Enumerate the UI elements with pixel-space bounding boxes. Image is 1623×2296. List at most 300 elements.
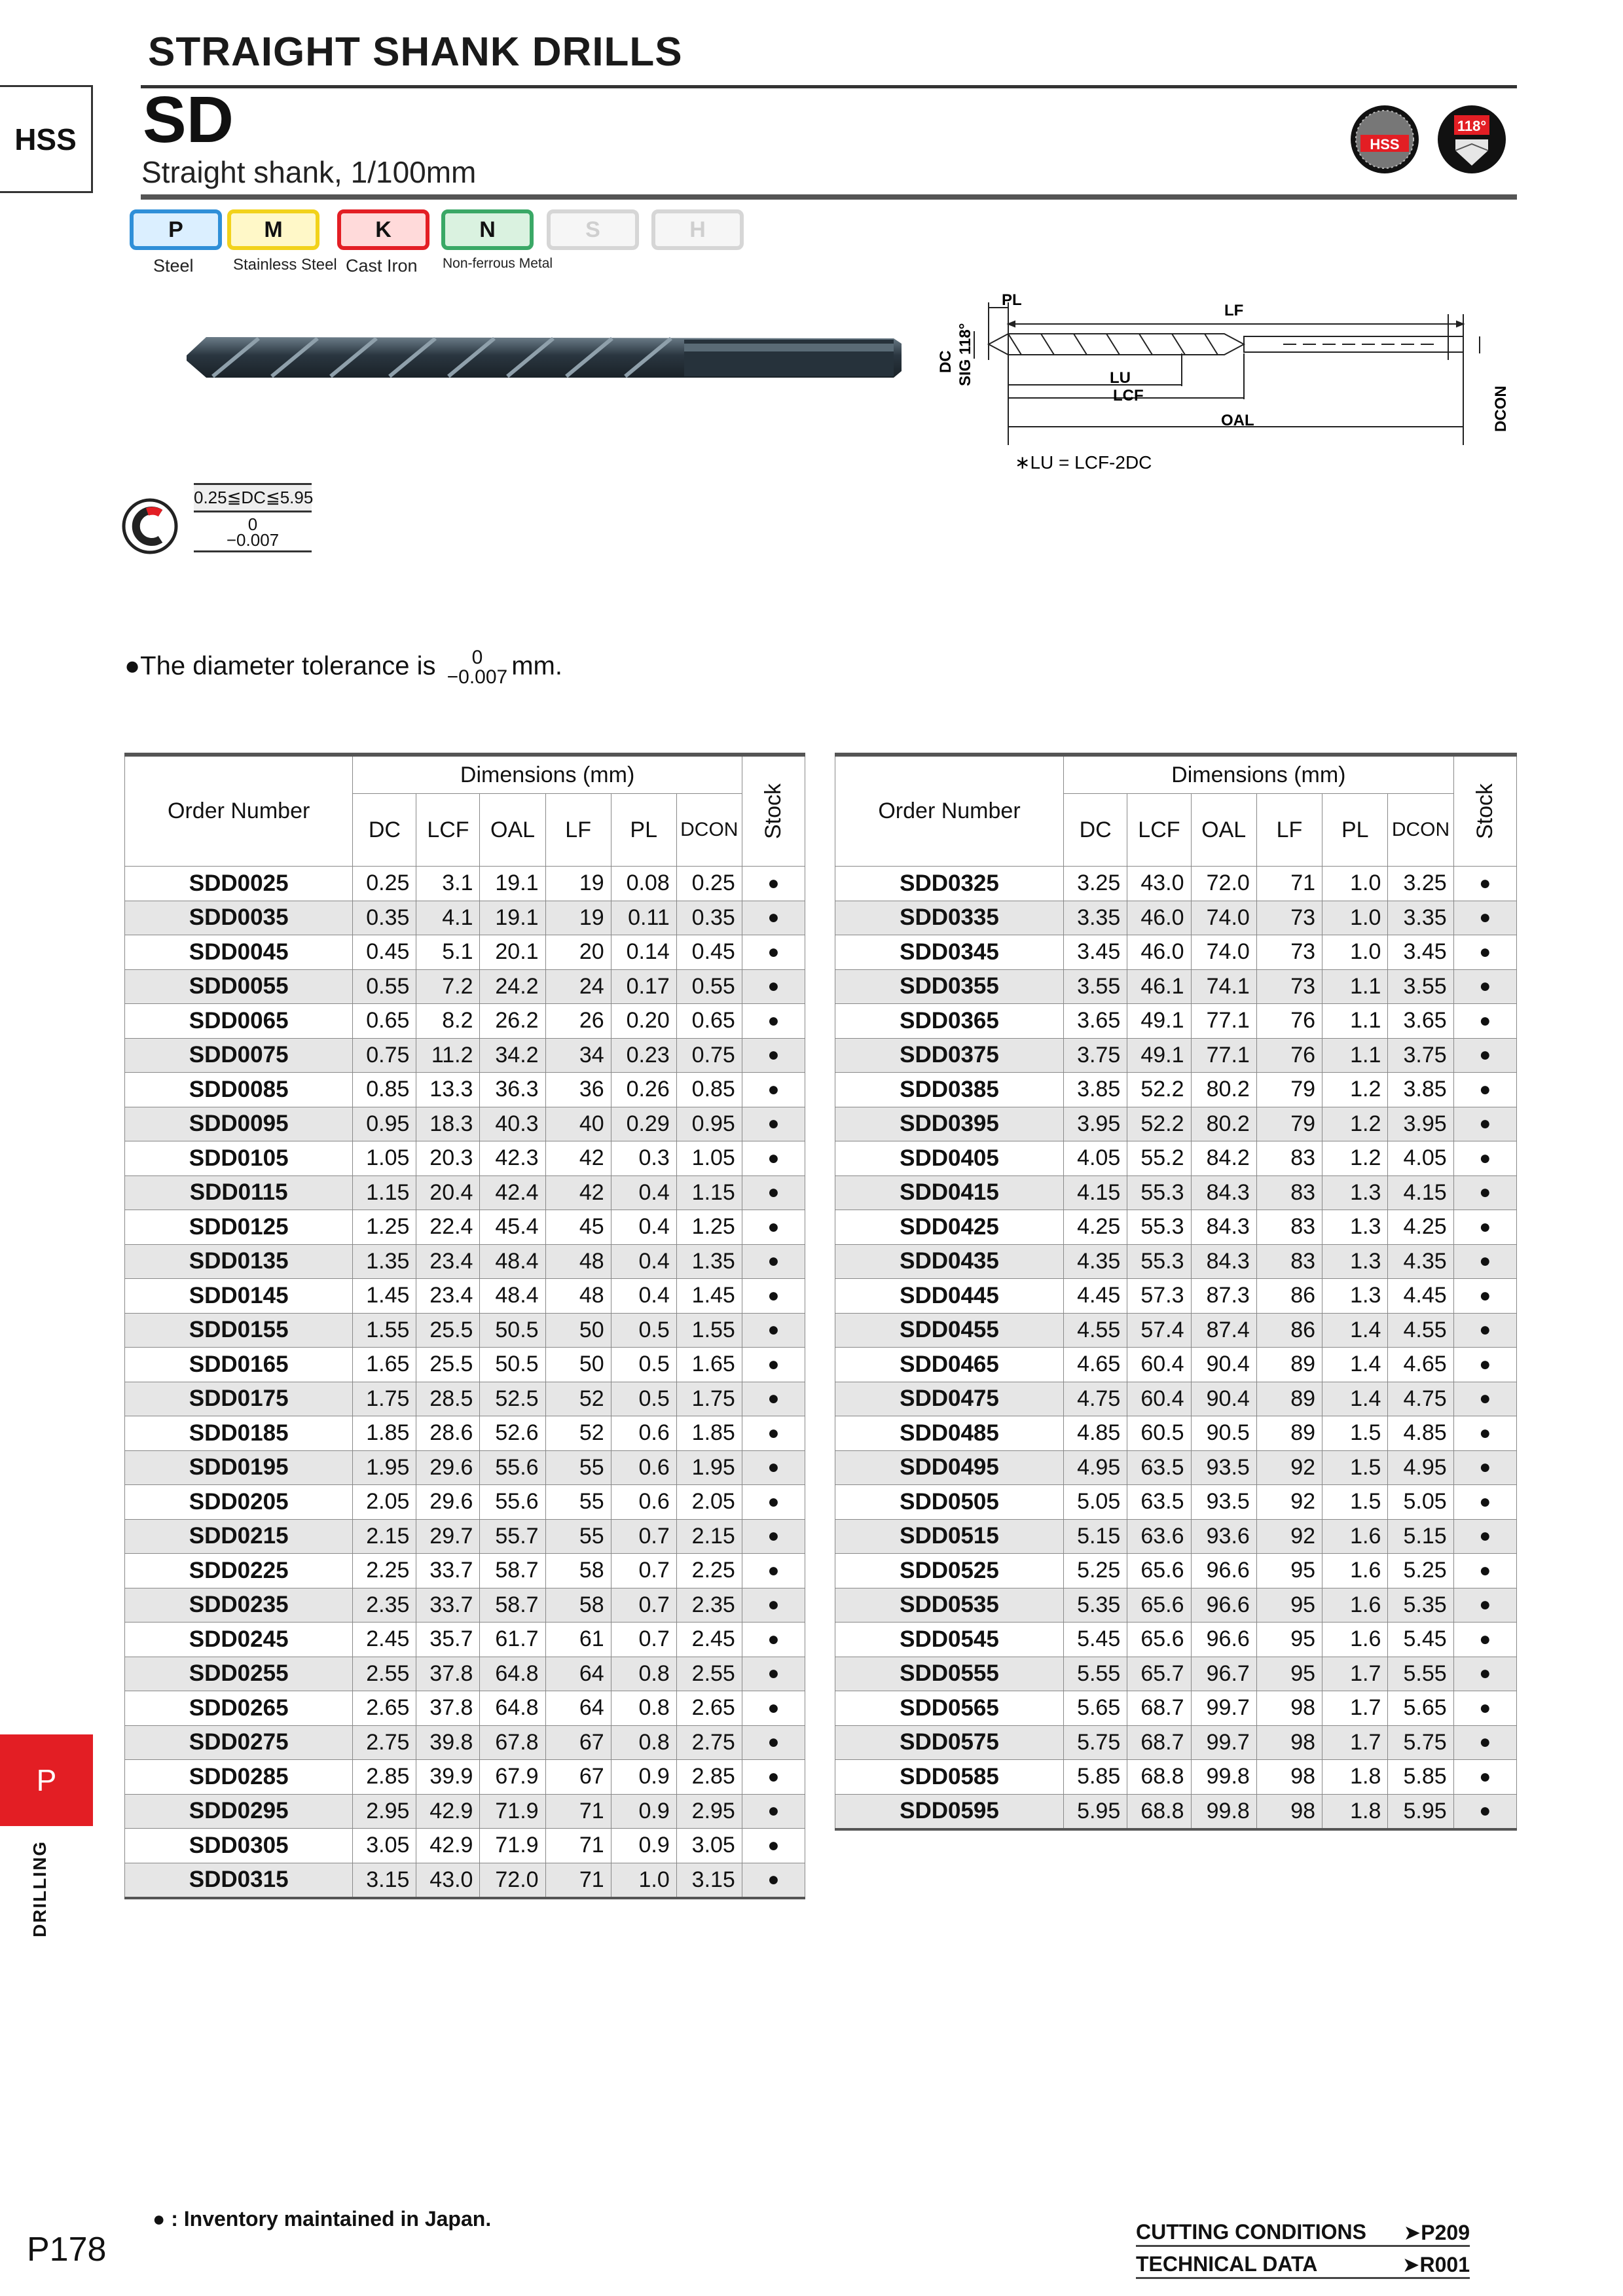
dimension-cell: 0.85 <box>353 1073 416 1107</box>
dimension-cell: 3.35 <box>1064 901 1127 935</box>
dimension-cell: 48.4 <box>480 1244 545 1279</box>
dimension-cell: 60.4 <box>1127 1348 1191 1382</box>
dimension-cell: 3.35 <box>1388 901 1453 935</box>
dimension-cell: 3.15 <box>676 1863 742 1898</box>
order-number-cell: SDD0235 <box>125 1588 353 1623</box>
dimension-cell: 52.2 <box>1127 1107 1191 1141</box>
dimension-cell: 37.8 <box>416 1691 480 1726</box>
dimension-cell: 0.11 <box>611 901 676 935</box>
stock-indicator-icon: ● <box>742 969 805 1004</box>
dimension-cell: 98 <box>1256 1760 1322 1795</box>
order-number-cell: SDD0595 <box>835 1794 1064 1829</box>
order-number-cell: SDD0025 <box>125 867 353 901</box>
table-row <box>835 1588 1517 1623</box>
dimension-cell: 1.15 <box>676 1175 742 1210</box>
dimension-cell: 5.95 <box>1388 1794 1453 1829</box>
dimension-cell: 0.85 <box>676 1073 742 1107</box>
dimension-cell: 5.05 <box>1388 1485 1453 1520</box>
stock-indicator-icon: ● <box>742 1279 805 1314</box>
dimension-cell: 0.14 <box>611 935 676 970</box>
dimension-cell: 4.55 <box>1064 1313 1127 1348</box>
dimension-cell: 96.6 <box>1191 1554 1256 1588</box>
dimension-cell: 0.75 <box>353 1038 416 1073</box>
dimension-cell: 1.95 <box>353 1450 416 1485</box>
dimension-cell: 2.25 <box>353 1554 416 1588</box>
stock-indicator-icon: ● <box>1453 1210 1516 1245</box>
dimension-cell: 25.5 <box>416 1348 480 1382</box>
dimension-cell: 1.3 <box>1322 1279 1388 1314</box>
dimension-cell: 3.45 <box>1064 935 1127 970</box>
dimension-cell: 1.6 <box>1322 1554 1388 1588</box>
dimension-cell: 55.2 <box>1127 1141 1191 1176</box>
order-number-cell: SDD0145 <box>125 1279 353 1314</box>
dimension-cell: 19.1 <box>480 867 545 901</box>
order-number-cell: SDD0565 <box>835 1691 1064 1726</box>
table-row <box>835 1348 1517 1382</box>
table-row <box>125 1760 805 1795</box>
order-number-cell: SDD0375 <box>835 1038 1064 1073</box>
dimension-cell: 55 <box>545 1450 611 1485</box>
stock-indicator-icon: ● <box>1453 1313 1516 1348</box>
dimension-cell: 1.1 <box>1322 1038 1388 1073</box>
dimension-cell: 5.1 <box>416 935 480 970</box>
dimension-cell: 79 <box>1256 1107 1322 1141</box>
stock-indicator-icon: ● <box>742 1450 805 1485</box>
dimension-cell: 95 <box>1256 1554 1322 1588</box>
stock-indicator-icon: ● <box>742 935 805 970</box>
table-row <box>125 1038 805 1073</box>
col-header-dcon: DCON <box>676 794 742 867</box>
order-number-cell: SDD0315 <box>125 1863 353 1898</box>
dimension-cell: 1.55 <box>676 1313 742 1348</box>
dimension-cell: 95 <box>1256 1657 1322 1691</box>
dimension-cell: 87.3 <box>1191 1279 1256 1314</box>
dimension-cell: 8.2 <box>416 1004 480 1039</box>
order-number-cell: SDD0095 <box>125 1107 353 1141</box>
dimension-cell: 3.95 <box>1064 1107 1127 1141</box>
product-subtitle: Straight shank, 1/100mm <box>141 155 477 189</box>
dimension-cell: 89 <box>1256 1382 1322 1416</box>
dimension-cell: 72.0 <box>1191 867 1256 901</box>
dimension-cell: 89 <box>1256 1416 1322 1451</box>
dimension-cell: 3.05 <box>353 1829 416 1863</box>
order-number-cell: SDD0085 <box>125 1073 353 1107</box>
dimension-cell: 0.45 <box>676 935 742 970</box>
order-number-cell: SDD0385 <box>835 1073 1064 1107</box>
diagram-lu-note: ∗LU = LCF-2DC <box>1015 452 1152 473</box>
order-number-cell: SDD0555 <box>835 1657 1064 1691</box>
dimension-cell: 3.05 <box>676 1829 742 1863</box>
dimension-cell: 77.1 <box>1191 1038 1256 1073</box>
hss-badge-text: HSS <box>1370 136 1400 152</box>
dimension-cell: 71.9 <box>480 1794 545 1829</box>
dimension-cell: 0.4 <box>611 1279 676 1314</box>
dimension-cell: 1.2 <box>1322 1107 1388 1141</box>
order-number-cell: SDD0445 <box>835 1279 1064 1314</box>
stock-indicator-icon: ● <box>742 1485 805 1520</box>
table-row <box>835 1382 1517 1416</box>
dimension-cell: 60.4 <box>1127 1382 1191 1416</box>
dimension-cell: 29.6 <box>416 1485 480 1520</box>
dimension-cell: 28.5 <box>416 1382 480 1416</box>
table-row <box>125 1210 805 1245</box>
order-number-cell: SDD0355 <box>835 969 1064 1004</box>
dimension-cell: 1.55 <box>353 1313 416 1348</box>
dimension-cell: 55.3 <box>1127 1244 1191 1279</box>
stock-indicator-icon: ● <box>1453 1760 1516 1795</box>
dimension-cell: 1.8 <box>1322 1794 1388 1829</box>
dimension-cell: 33.7 <box>416 1588 480 1623</box>
stock-indicator-icon: ● <box>1453 1623 1516 1657</box>
stock-indicator-icon: ● <box>742 1416 805 1451</box>
drilling-p-tab: P <box>0 1734 93 1826</box>
stock-indicator-icon: ● <box>742 867 805 901</box>
dimension-cell: 2.35 <box>353 1588 416 1623</box>
order-number-cell: SDD0245 <box>125 1623 353 1657</box>
dimension-cell: 43.0 <box>1127 867 1191 901</box>
stock-indicator-icon: ● <box>742 1691 805 1726</box>
dimension-cell: 4.85 <box>1388 1416 1453 1451</box>
bullet-icon: ● <box>124 651 141 681</box>
order-number-cell: SDD0525 <box>835 1554 1064 1588</box>
dimension-cell: 43.0 <box>416 1863 480 1898</box>
dimension-cell: 2.75 <box>353 1725 416 1760</box>
order-number-cell: SDD0545 <box>835 1623 1064 1657</box>
dimension-cell: 98 <box>1256 1794 1322 1829</box>
dimension-cell: 0.35 <box>353 901 416 935</box>
dimension-cell: 57.4 <box>1127 1313 1191 1348</box>
dimension-cell: 0.9 <box>611 1760 676 1795</box>
stock-indicator-icon: ● <box>1453 901 1516 935</box>
dimension-cell: 99.7 <box>1191 1725 1256 1760</box>
stock-indicator-icon: ● <box>1453 1794 1516 1829</box>
dimension-cell: 4.35 <box>1064 1244 1127 1279</box>
stock-indicator-icon: ● <box>1453 1416 1516 1451</box>
dimension-cell: 29.6 <box>416 1450 480 1485</box>
dimension-cell: 26 <box>545 1004 611 1039</box>
order-number-cell: SDD0175 <box>125 1382 353 1416</box>
dimension-cell: 2.25 <box>676 1554 742 1588</box>
product-code: SD <box>143 83 234 156</box>
dimension-cell: 0.7 <box>611 1519 676 1554</box>
dimension-cell: 50.5 <box>480 1348 545 1382</box>
dimension-cell: 1.05 <box>353 1141 416 1176</box>
stock-indicator-icon: ● <box>1453 1175 1516 1210</box>
dimension-cell: 0.9 <box>611 1794 676 1829</box>
table-row <box>835 1038 1517 1073</box>
ref-technical-data[interactable]: TECHNICAL DATA ➤R001 <box>1136 2252 1470 2279</box>
angle-badge-icon <box>1436 103 1508 175</box>
dimension-cell: 37.8 <box>416 1657 480 1691</box>
dimension-cell: 71 <box>1256 867 1322 901</box>
order-number-header: Order Number <box>125 755 353 867</box>
stock-indicator-icon: ● <box>1453 1588 1516 1623</box>
dimension-cell: 1.35 <box>353 1244 416 1279</box>
order-number-cell: SDD0485 <box>835 1416 1064 1451</box>
stock-indicator-icon: ● <box>1453 969 1516 1004</box>
order-number-cell: SDD0255 <box>125 1657 353 1691</box>
stock-indicator-icon: ● <box>1453 1073 1516 1107</box>
dimension-cell: 1.25 <box>353 1210 416 1245</box>
dimension-cell: 1.7 <box>1322 1691 1388 1726</box>
dimension-cell: 67 <box>545 1760 611 1795</box>
dimension-cell: 4.65 <box>1388 1348 1453 1382</box>
order-number-cell: SDD0115 <box>125 1175 353 1210</box>
stock-indicator-icon: ● <box>1453 1004 1516 1039</box>
stock-indicator-icon: ● <box>1453 867 1516 901</box>
dimension-cell: 4.25 <box>1388 1210 1453 1245</box>
dimension-cell: 5.15 <box>1388 1519 1453 1554</box>
dimension-cell: 65.6 <box>1127 1623 1191 1657</box>
dimension-cell: 49.1 <box>1127 1038 1191 1073</box>
table-row <box>125 1244 805 1279</box>
stock-indicator-icon: ● <box>1453 935 1516 970</box>
order-number-cell: SDD0055 <box>125 969 353 1004</box>
header-rule <box>141 85 1517 88</box>
table-row <box>125 1554 805 1588</box>
dimension-cell: 92 <box>1256 1450 1322 1485</box>
dimension-cell: 1.45 <box>353 1279 416 1314</box>
dimension-cell: 3.15 <box>353 1863 416 1898</box>
dimension-cell: 20.1 <box>480 935 545 970</box>
dimension-cell: 86 <box>1256 1279 1322 1314</box>
dimension-cell: 2.45 <box>676 1623 742 1657</box>
ref-cutting-conditions[interactable]: CUTTING CONDITIONS ➤P209 <box>1136 2220 1470 2247</box>
dimension-cell: 52 <box>545 1416 611 1451</box>
dimension-cell: 5.75 <box>1388 1725 1453 1760</box>
dimension-cell: 68.8 <box>1127 1760 1191 1795</box>
col-header-lcf: LCF <box>416 794 480 867</box>
dimension-cell: 3.25 <box>1064 867 1127 901</box>
dimension-cell: 71 <box>545 1829 611 1863</box>
table-row <box>835 1210 1517 1245</box>
table-row <box>125 1657 805 1691</box>
dimension-cell: 2.05 <box>353 1485 416 1520</box>
dimension-cell: 25.5 <box>416 1313 480 1348</box>
stock-indicator-icon: ● <box>1453 1038 1516 1073</box>
order-number-cell: SDD0305 <box>125 1829 353 1863</box>
dimension-cell: 0.65 <box>353 1004 416 1039</box>
dimension-cell: 1.75 <box>353 1382 416 1416</box>
dimension-cell: 35.7 <box>416 1623 480 1657</box>
col-header-dcon: DCON <box>1388 794 1453 867</box>
table-row <box>125 1829 805 1863</box>
dimension-cell: 34.2 <box>480 1038 545 1073</box>
order-number-cell: SDD0075 <box>125 1038 353 1073</box>
order-number-cell: SDD0345 <box>835 935 1064 970</box>
tolerance-lower: −0.007 <box>194 532 312 552</box>
table-row <box>835 1450 1517 1485</box>
stock-indicator-icon: ● <box>1453 1279 1516 1314</box>
dimension-cell: 1.3 <box>1322 1175 1388 1210</box>
dimension-cell: 42.9 <box>416 1829 480 1863</box>
dimension-cell: 0.8 <box>611 1691 676 1726</box>
dimension-cell: 1.6 <box>1322 1519 1388 1554</box>
table-row <box>835 1519 1517 1554</box>
drill-image <box>187 331 907 389</box>
dimension-cell: 46.0 <box>1127 935 1191 970</box>
dimension-cell: 84.3 <box>1191 1175 1256 1210</box>
dimension-cell: 1.0 <box>1322 867 1388 901</box>
dimension-cell: 1.85 <box>676 1416 742 1451</box>
dimension-cell: 4.75 <box>1388 1382 1453 1416</box>
stock-indicator-icon: ● <box>742 1313 805 1348</box>
dimension-cell: 1.3 <box>1322 1210 1388 1245</box>
stock-indicator-icon: ● <box>1453 1348 1516 1382</box>
dimension-cell: 5.45 <box>1064 1623 1127 1657</box>
dimension-cell: 20.4 <box>416 1175 480 1210</box>
dimension-cell: 99.8 <box>1191 1760 1256 1795</box>
dimension-cell: 1.45 <box>676 1279 742 1314</box>
dimension-cell: 3.85 <box>1388 1073 1453 1107</box>
dimension-cell: 2.65 <box>676 1691 742 1726</box>
order-number-cell: SDD0415 <box>835 1175 1064 1210</box>
col-header-lf: LF <box>545 794 611 867</box>
dimension-cell: 64.8 <box>480 1657 545 1691</box>
dimension-cell: 4.85 <box>1064 1416 1127 1451</box>
dimension-cell: 3.95 <box>1388 1107 1453 1141</box>
dimension-cell: 95 <box>1256 1588 1322 1623</box>
table-row <box>125 1107 805 1141</box>
stock-indicator-icon: ● <box>1453 1107 1516 1141</box>
dimension-cell: 3.85 <box>1064 1073 1127 1107</box>
dimension-cell: 71.9 <box>480 1829 545 1863</box>
dimension-cell: 73 <box>1256 935 1322 970</box>
dimension-cell: 28.6 <box>416 1416 480 1451</box>
dimension-cell: 40 <box>545 1107 611 1141</box>
dimension-cell: 65.6 <box>1127 1554 1191 1588</box>
order-number-cell: SDD0155 <box>125 1313 353 1348</box>
stock-indicator-icon: ● <box>742 1725 805 1760</box>
dimension-cell: 39.9 <box>416 1760 480 1795</box>
table-row <box>125 1794 805 1829</box>
dimension-cell: 5.15 <box>1064 1519 1127 1554</box>
dimension-cell: 2.15 <box>353 1519 416 1554</box>
dimension-cell: 1.5 <box>1322 1416 1388 1451</box>
dimension-cell: 3.65 <box>1064 1004 1127 1039</box>
table-row <box>835 1004 1517 1039</box>
dimension-cell: 5.95 <box>1064 1794 1127 1829</box>
dimension-cell: 1.6 <box>1322 1623 1388 1657</box>
stock-indicator-icon: ● <box>742 1348 805 1382</box>
dimension-cell: 93.5 <box>1191 1485 1256 1520</box>
dimension-cell: 79 <box>1256 1073 1322 1107</box>
dimension-cell: 1.75 <box>676 1382 742 1416</box>
table-row <box>835 901 1517 935</box>
dimension-cell: 20 <box>545 935 611 970</box>
stock-indicator-icon: ● <box>742 1004 805 1039</box>
diagram-lf-label: LF <box>1224 302 1244 319</box>
table-row <box>125 1691 805 1726</box>
dimension-cell: 0.4 <box>611 1175 676 1210</box>
table-row <box>835 1313 1517 1348</box>
dimension-cell: 5.25 <box>1064 1554 1127 1588</box>
order-number-cell: SDD0045 <box>125 935 353 970</box>
dimension-cell: 73 <box>1256 969 1322 1004</box>
dimension-cell: 48.4 <box>480 1279 545 1314</box>
order-number-cell: SDD0195 <box>125 1450 353 1485</box>
order-number-cell: SDD0065 <box>125 1004 353 1039</box>
dimension-cell: 0.3 <box>611 1141 676 1176</box>
dimension-cell: 1.65 <box>676 1348 742 1382</box>
order-number-cell: SDD0035 <box>125 901 353 935</box>
spec-table-left <box>124 753 805 1899</box>
table-row <box>835 1141 1517 1176</box>
dimension-cell: 1.35 <box>676 1244 742 1279</box>
order-number-cell: SDD0435 <box>835 1244 1064 1279</box>
material-k-box: K <box>337 209 429 250</box>
diagram-dcon-label: DCON <box>1492 386 1510 432</box>
dimension-cell: 0.6 <box>611 1485 676 1520</box>
dimension-cell: 45.4 <box>480 1210 545 1245</box>
dimension-cell: 90.4 <box>1191 1382 1256 1416</box>
order-number-cell: SDD0455 <box>835 1313 1064 1348</box>
dimension-cell: 4.95 <box>1064 1450 1127 1485</box>
table-row <box>835 1279 1517 1314</box>
table-row <box>835 1073 1517 1107</box>
table-row <box>125 867 805 901</box>
dimension-cell: 63.5 <box>1127 1485 1191 1520</box>
table-row <box>125 1863 805 1898</box>
dimension-cell: 13.3 <box>416 1073 480 1107</box>
table-row <box>125 1141 805 1176</box>
dimension-cell: 99.7 <box>1191 1691 1256 1726</box>
tolerance-range: 0.25≦DC≦5.95 <box>194 483 312 512</box>
dimension-cell: 4.05 <box>1388 1141 1453 1176</box>
dimension-cell: 33.7 <box>416 1554 480 1588</box>
dimension-cell: 64 <box>545 1657 611 1691</box>
table-row <box>125 1519 805 1554</box>
dimension-cell: 1.5 <box>1322 1450 1388 1485</box>
dimension-cell: 5.45 <box>1388 1623 1453 1657</box>
dimension-cell: 1.4 <box>1322 1313 1388 1348</box>
table-row <box>125 935 805 970</box>
dimension-cell: 63.5 <box>1127 1450 1191 1485</box>
dimension-cell: 5.55 <box>1388 1657 1453 1691</box>
dimension-cell: 1.6 <box>1322 1588 1388 1623</box>
dimension-cell: 0.65 <box>676 1004 742 1039</box>
stock-indicator-icon: ● <box>742 901 805 935</box>
dimension-cell: 67.9 <box>480 1760 545 1795</box>
dimension-cell: 55.3 <box>1127 1175 1191 1210</box>
dimension-cell: 19 <box>545 901 611 935</box>
dimension-cell: 1.5 <box>1322 1485 1388 1520</box>
dimension-cell: 5.75 <box>1064 1725 1127 1760</box>
dimension-cell: 58 <box>545 1554 611 1588</box>
stock-indicator-icon: ● <box>742 1244 805 1279</box>
stock-indicator-icon: ● <box>1453 1141 1516 1176</box>
col-header-lf: LF <box>1256 794 1322 867</box>
dimension-cell: 71 <box>545 1794 611 1829</box>
diagram-lcf-label: LCF <box>1113 387 1144 404</box>
dimension-cell: 0.55 <box>676 969 742 1004</box>
angle-badge-text: 118° <box>1457 118 1487 134</box>
stock-indicator-icon: ● <box>742 1623 805 1657</box>
col-header-oal: OAL <box>1191 794 1256 867</box>
dimension-cell: 57.3 <box>1127 1279 1191 1314</box>
dimension-cell: 0.7 <box>611 1623 676 1657</box>
stock-indicator-icon: ● <box>1453 1382 1516 1416</box>
material-s-box: S <box>547 209 639 250</box>
table-row <box>835 1725 1517 1760</box>
table-row <box>835 1554 1517 1588</box>
dimension-cell: 5.25 <box>1388 1554 1453 1588</box>
table-row <box>835 1794 1517 1829</box>
dimension-cell: 83 <box>1256 1244 1322 1279</box>
dimension-cell: 61 <box>545 1623 611 1657</box>
dimension-cell: 5.55 <box>1064 1657 1127 1691</box>
table-row <box>835 1691 1517 1726</box>
